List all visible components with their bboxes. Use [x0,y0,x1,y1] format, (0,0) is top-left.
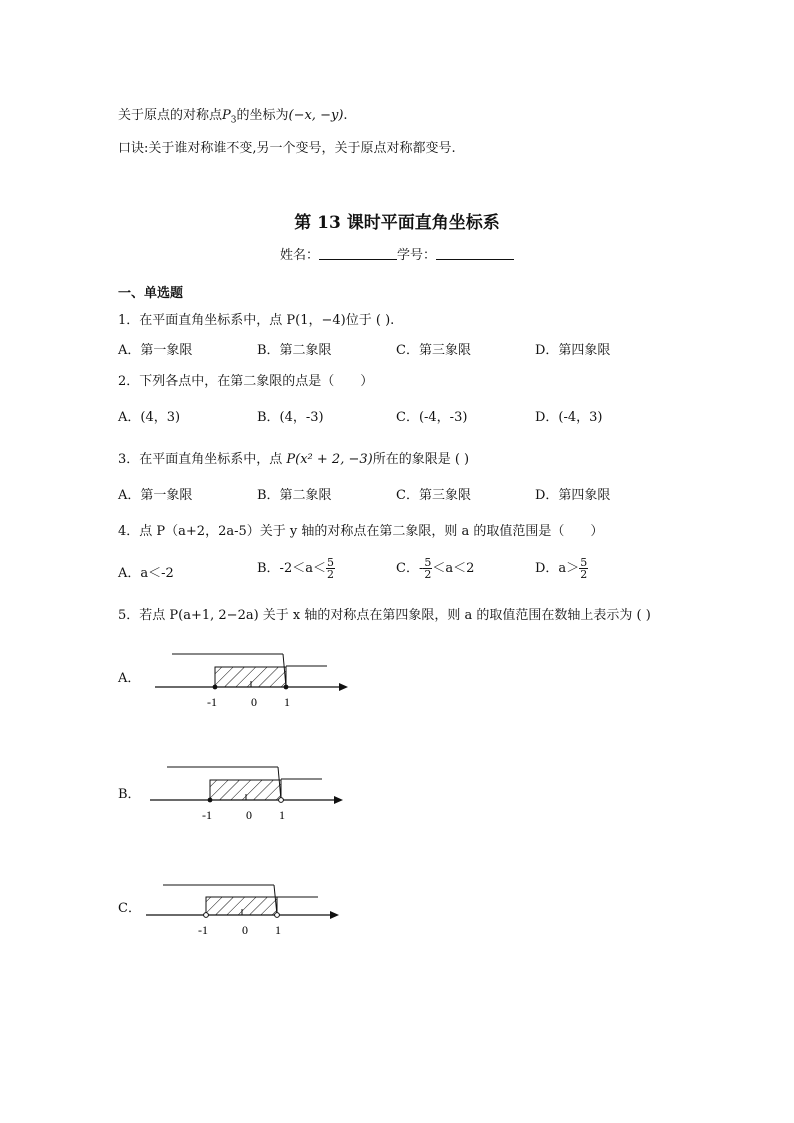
question-1-stem: 1．在平面直角坐标系中，点 P(1，−4)位于 ( ). [118,313,395,328]
q3-option-b: B．第二象限 [257,488,332,503]
q2-option-d: D．(-4，3) [535,410,603,425]
tick-label: 0 [251,695,257,709]
number-line-c [141,876,351,938]
q1-option-d: D．第四象限 [535,343,611,358]
tick-label: 0 [246,808,252,822]
intro-line-2: 口诀:关于谁对称谁不变,另一个变号，关于原点对称都变号. [118,141,456,156]
q4-option-d: D．a＞ $\frac{5}{2}$ [535,556,588,581]
number-line-a [150,648,360,710]
fraction: $\frac{5}{2}$ [424,556,432,581]
tick-label: 0 [242,923,248,937]
intro-line-1: 关于原点的对称点$P_3$的坐标为(−x, −y). [118,108,348,126]
q5-option-c-label: C． [118,901,141,916]
question-3-stem: 3．在平面直角坐标系中，点 P(x² + 2, −3)所在的象限是 ( ) [118,452,470,467]
q2-option-c: C．(-4，-3) [396,410,468,425]
name-blank [319,247,397,260]
page-title: 第 13 课时平面直角坐标系 [294,213,500,233]
question-5-stem: 5．若点 P(a+1, 2−2a) 关于 x 轴的对称点在第四象限，则 a 的取值范围在数轴上表示为 ( ) [118,608,651,623]
q5-option-a-label: A． [118,671,141,686]
tick-label: 1 [284,695,290,709]
fraction: $\frac{5}{2}$ [580,556,588,581]
question-2-stem: 2．下列各点中，在第二象限的点是（ ） [118,374,374,389]
q2-option-a: A．(4，3) [118,410,181,425]
number-line-b [145,761,355,823]
q4-option-b: B．-2＜a＜ $\frac{5}{2}$ [257,556,334,581]
q4-option-a: A．a＜-2 [118,566,174,581]
q1-option-b: B．第二象限 [257,343,332,358]
q1-option-a: A．第一象限 [118,343,193,358]
tick-label: 1 [279,808,285,822]
q5-option-b-label: B． [118,787,141,802]
q4-option-c: C．- $\frac{5}{2}$ ＜a＜2 [396,556,475,581]
id-blank [436,247,514,260]
question-4-stem: 4．点 P（a+2，2a-5）关于 y 轴的对称点在第二象限，则 a 的取值范围是（ ） [118,524,604,539]
section-heading: 一、单选题 [118,286,184,301]
q3-option-d: D．第四象限 [535,488,611,503]
q3-option-a: A．第一象限 [118,488,193,503]
fraction: $\frac{5}{2}$ [326,556,334,581]
tick-label: -1 [207,695,217,709]
tick-label: -1 [202,808,212,822]
q2-option-b: B．(4，-3) [257,410,324,425]
q1-option-c: C．第三象限 [396,343,471,358]
tick-label: 1 [275,923,281,937]
student-info: 姓名： 学号： [0,244,794,263]
q3-option-c: C．第三象限 [396,488,471,503]
tick-label: -1 [198,923,208,937]
